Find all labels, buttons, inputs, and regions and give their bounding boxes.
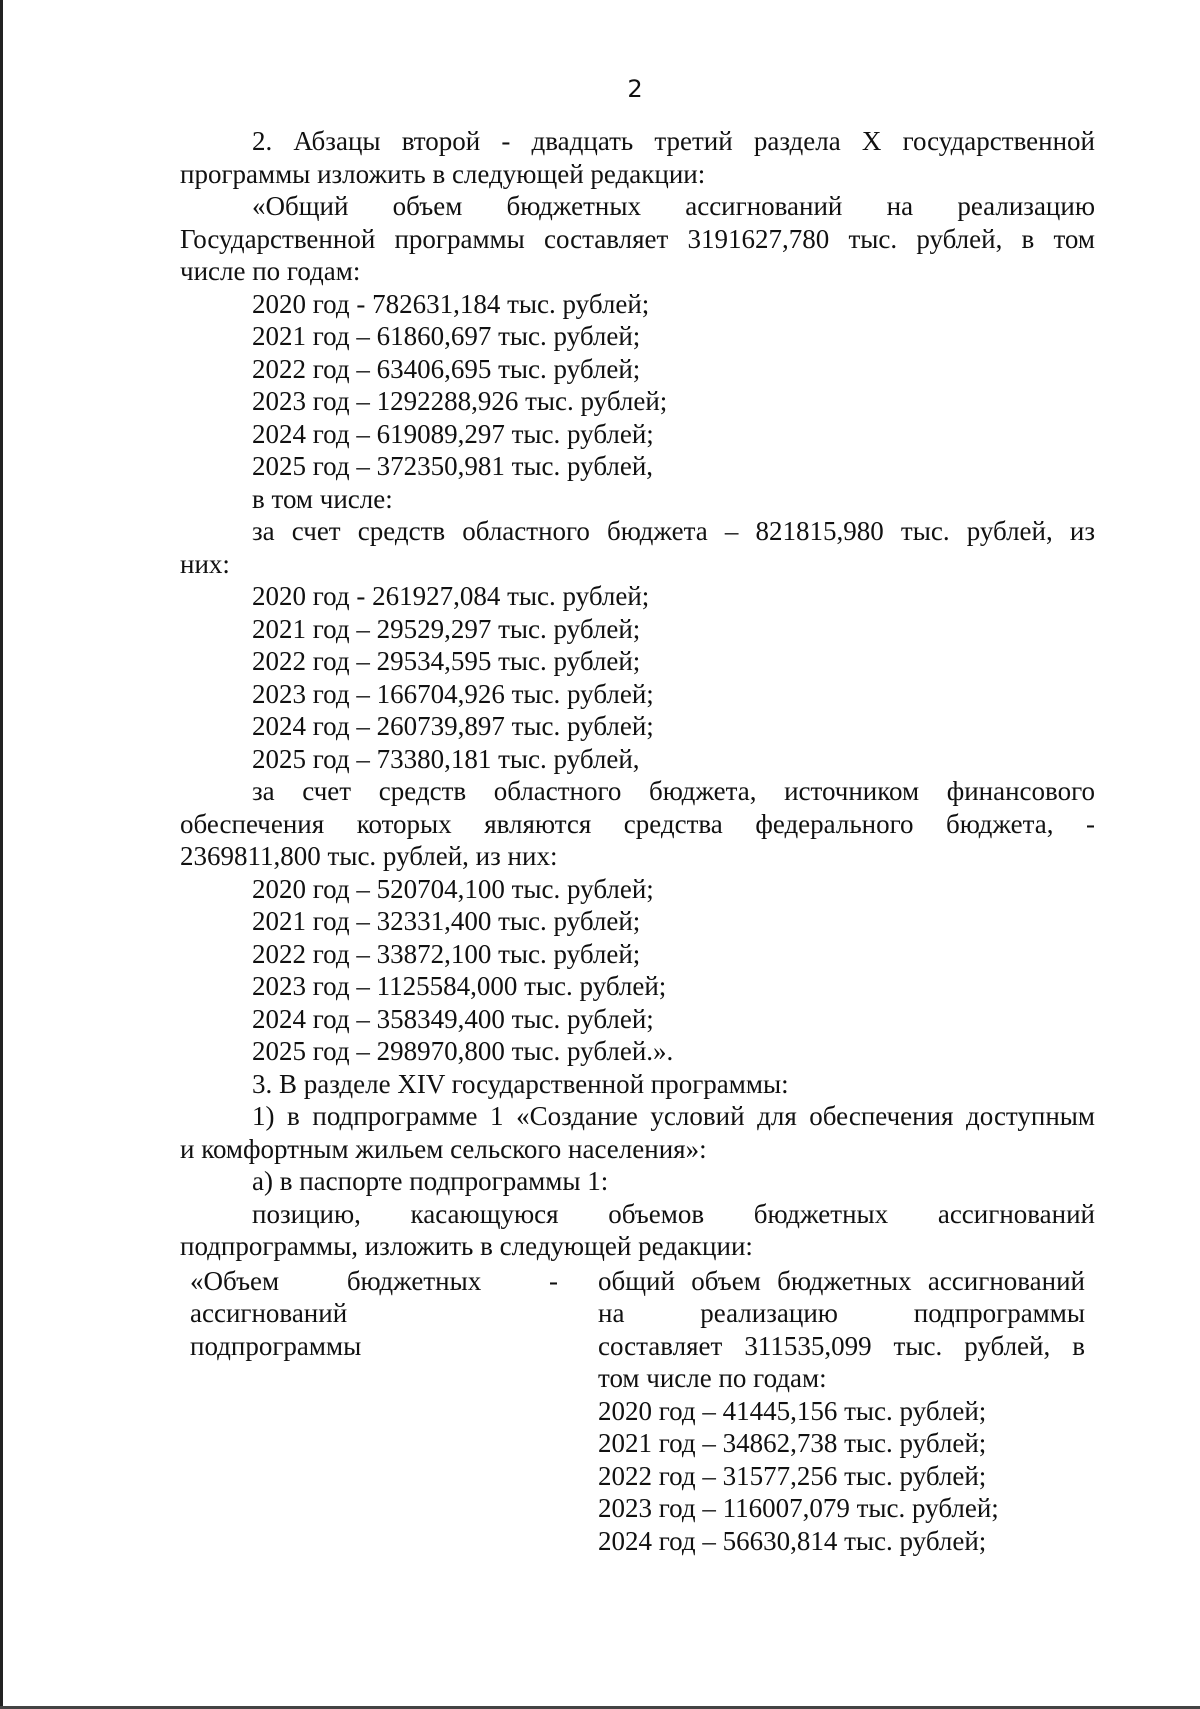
paragraph-line: 2023 год – 166704,926 тыс. рублей; [252, 678, 654, 709]
paragraph-line: 2024 год – 619089,297 тыс. рублей; [252, 418, 654, 449]
paragraph-line: 2023 год – 1292288,926 тыс. рублей; [252, 386, 668, 416]
paragraph-line: программы изложить в следующей редакции: [180, 158, 706, 189]
table-right-line: составляет 311535,099 тыс. рублей, в [598, 1330, 1085, 1361]
paragraph-line: 2022 год – 63406,695 тыс. рублей; [252, 353, 641, 384]
paragraph-line: за счет средств областного бюджета, источником финансового [252, 776, 1095, 806]
paragraph-line: 2021 год – 29529,297 тыс. рублей; [252, 613, 641, 644]
paragraph-line: 2025 год – 372350,981 тыс. рублей, [252, 451, 654, 481]
paragraph-line: 2022 год – 33872,100 тыс. рублей; [252, 938, 641, 969]
table-left-line: подпрограммы [190, 1330, 362, 1361]
paragraph-line: 3. В разделе XIV государственной программы: [252, 1068, 789, 1099]
table-left-line: «Объем бюджетных - [190, 1265, 558, 1296]
page-number: 2 [627, 75, 643, 103]
paragraph-line: подпрограммы, изложить в следующей редакции: [180, 1231, 753, 1261]
paragraph-line: 2020 год - 261927,084 тыс. рублей; [252, 581, 650, 611]
paragraph-line: 2369811,800 тыс. рублей, из них: [180, 841, 558, 871]
paragraph-line: 2020 год – 520704,100 тыс. рублей; [252, 873, 654, 904]
budget-table [180, 1265, 1095, 1590]
paragraph-line: 2023 год – 1125584,000 тыс. рублей; [252, 971, 667, 1001]
paragraph-line: 1) в подпрограмме 1 «Создание условий для обеспечения доступным [252, 1101, 1095, 1131]
paragraph-line: 2. Абзацы второй - двадцать третий раздела X государственной [252, 126, 1095, 156]
table-right-line: 2023 год – 116007,079 тыс. рублей; [598, 1493, 999, 1523]
table-left-line: ассигнований [190, 1298, 348, 1328]
paragraph-line: обеспечения которых являются средства федерального бюджета, - [180, 808, 1095, 839]
table-right-line: общий объем бюджетных ассигнований [598, 1265, 1085, 1296]
paragraph-line: «Общий объем бюджетных ассигнований на реализацию [252, 191, 1095, 221]
paragraph-line: 2022 год – 29534,595 тыс. рублей; [252, 646, 641, 676]
paragraph-line: числе по годам: [180, 256, 361, 286]
paragraph-line: за счет средств областного бюджета – 821815,980 тыс. рублей, из [252, 516, 1095, 546]
paragraph-line: них: [180, 548, 230, 579]
paragraph-line: 2021 год – 61860,697 тыс. рублей; [252, 321, 641, 351]
paragraph-line: 2024 год – 358349,400 тыс. рублей; [252, 1003, 654, 1034]
table-right-line: 2021 год – 34862,738 тыс. рублей; [598, 1428, 987, 1458]
paragraph-line: а) в паспорте подпрограммы 1: [252, 1166, 609, 1196]
paragraph-line: в том числе: [252, 483, 393, 514]
table-right-column [598, 1265, 1085, 1558]
paragraph-line: позицию, касающуюся объемов бюджетных ассигнований [252, 1198, 1095, 1229]
table-right-line: 2024 год – 56630,814 тыс. рублей; [598, 1525, 987, 1556]
paragraph-line: и комфортным жильем сельского населения»: [180, 1133, 707, 1164]
paragraph-line: Государственной программы составляет 3191627,780 тыс. рублей, в том [180, 223, 1095, 254]
paragraph-line: 2025 год – 298970,800 тыс. рублей.». [252, 1036, 674, 1066]
paragraph-line: 2025 год – 73380,181 тыс. рублей, [252, 743, 640, 774]
paragraph-line: 2020 год - 782631,184 тыс. рублей; [252, 288, 650, 319]
document-body [180, 125, 1095, 1590]
table-right-line: 2020 год – 41445,156 тыс. рублей; [598, 1395, 987, 1426]
table-right-line: том числе по годам: [598, 1363, 827, 1393]
table-right-line: на реализацию подпрограммы [598, 1298, 1085, 1328]
table-right-line: 2022 год – 31577,256 тыс. рублей; [598, 1460, 987, 1491]
table-left-column [190, 1265, 558, 1363]
paragraph-line: 2024 год – 260739,897 тыс. рублей; [252, 711, 654, 741]
scan-left-edge [0, 0, 3, 1709]
paragraph-line: 2021 год – 32331,400 тыс. рублей; [252, 906, 641, 936]
